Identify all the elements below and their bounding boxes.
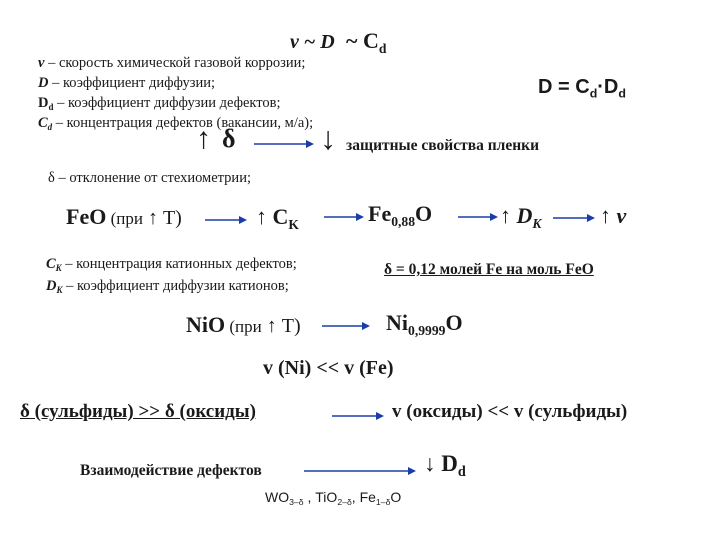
arrow-delta-to-props: [254, 138, 314, 150]
defect-interaction: Взаимодействие дефектов: [80, 462, 262, 479]
arrow-sulfides: [332, 410, 384, 422]
feo-condition: FeO (при ↑ T): [66, 204, 182, 229]
nonstoichiometric-examples: $WO_{3-\delta}$ , TiO$_{2-\delta}$, $Fe_{1-\delta}O$: [265, 489, 402, 508]
protective-properties: защитные свойства пленки: [346, 137, 540, 154]
arrow-ck-to-fe: [324, 211, 364, 223]
nio-condition: NiO (при ↑ T): [186, 312, 301, 337]
velocity-comparison: v (Ni) << v (Fe): [263, 357, 394, 379]
title-v-d: v ~ D: [290, 31, 335, 53]
delta-symbol: δ: [222, 124, 236, 153]
delta-value: δ = 0,12 молей Fe на моль FeO: [384, 261, 594, 278]
down-arrow-props: ↓: [320, 120, 336, 156]
fe-formula: $Fe_{0,88}O$: [368, 201, 433, 229]
ck-increase: ↑ $C_K$: [256, 204, 299, 232]
delta-up-arrow: ↑: [196, 122, 211, 155]
definition-v: v – скорость химической газовой коррозии;: [38, 55, 306, 71]
definition-cd: $C_d$ – концентрация дефектов (вакансии, м/а);: [38, 115, 314, 133]
title-c: ~ C: [346, 28, 379, 53]
definition-dd: $D_d$ – коэффициент диффузии дефектов;: [38, 95, 281, 113]
arrow-fe-to-dk: [458, 211, 498, 223]
arrow-feo-to-ck: [205, 214, 247, 226]
arrow-nio-to-ni: [322, 320, 370, 332]
v-increase: ↑ v: [600, 203, 627, 228]
dd-decrease: ↓ $D_d$: [424, 451, 466, 480]
diffusion-formula: $D = C_d\cdot D_d$: [538, 76, 626, 101]
definition-dk: $D_K$ – коэффициент диффузии катионов;: [46, 278, 289, 296]
sulfides-velocity: v (оксиды) << v (сульфиды): [392, 401, 628, 422]
delta-definition: δ – отклонение от стехиометрии;: [48, 170, 251, 186]
title-concentration: [346, 28, 387, 56]
title-velocity: [290, 32, 335, 52]
definition-d: D – коэффициент диффузии;: [38, 75, 216, 91]
definitions-list: [38, 53, 313, 133]
title-c-sub: d: [378, 40, 387, 56]
arrow-interaction: [304, 465, 416, 477]
ck-definitions: [46, 253, 297, 297]
arrow-dk-to-v: [553, 212, 595, 224]
ni-formula: $Ni_{0,9999}O$: [386, 310, 463, 338]
definition-ck: $C_K$ – концентрация катионных дефектов;: [46, 256, 297, 274]
dk-increase: ↑ $D_K$: [500, 203, 542, 231]
sulfides-delta: δ (сульфиды) >> δ (оксиды): [20, 401, 256, 422]
